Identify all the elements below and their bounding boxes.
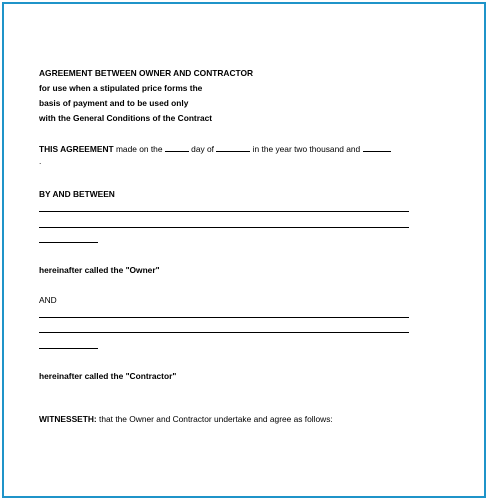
owner-line-2[interactable] [39,227,409,228]
and-separator: AND [39,295,57,305]
agreement-in-year: in the year two thousand and [252,144,361,154]
agreement-day-of: day of [191,144,214,154]
witnesseth-text: that the Owner and Contractor undertake and agree as follows: [99,414,333,424]
month-blank[interactable] [216,143,250,152]
contractor-label: hereinafter called the "Contractor" [39,371,177,381]
witnesseth-line [39,412,333,428]
subtitle-line-1: for use when a stipulated price forms the [39,83,203,93]
owner-line-3[interactable] [39,242,98,243]
agreement-line [39,142,391,158]
agreement-period: . [39,156,42,166]
by-and-between-heading: BY AND BETWEEN [39,189,115,199]
agreement-lead: THIS AGREEMENT [39,144,114,154]
year-blank[interactable] [363,143,391,152]
document-title: AGREEMENT BETWEEN OWNER AND CONTRACTOR [39,68,254,78]
owner-line-1[interactable] [39,211,409,212]
witnesseth-lead: WITNESSETH: [39,414,97,424]
subtitle-line-3: with the General Conditions of the Contract [39,113,213,123]
contractor-line-3[interactable] [39,348,98,349]
subtitle-line-2: basis of payment and to be used only [39,98,189,108]
agreement-made-on: made on the [115,144,163,154]
contractor-line-2[interactable] [39,332,409,333]
owner-label: hereinafter called the "Owner" [39,265,160,275]
contractor-line-1[interactable] [39,317,409,318]
day-blank[interactable] [165,143,189,152]
